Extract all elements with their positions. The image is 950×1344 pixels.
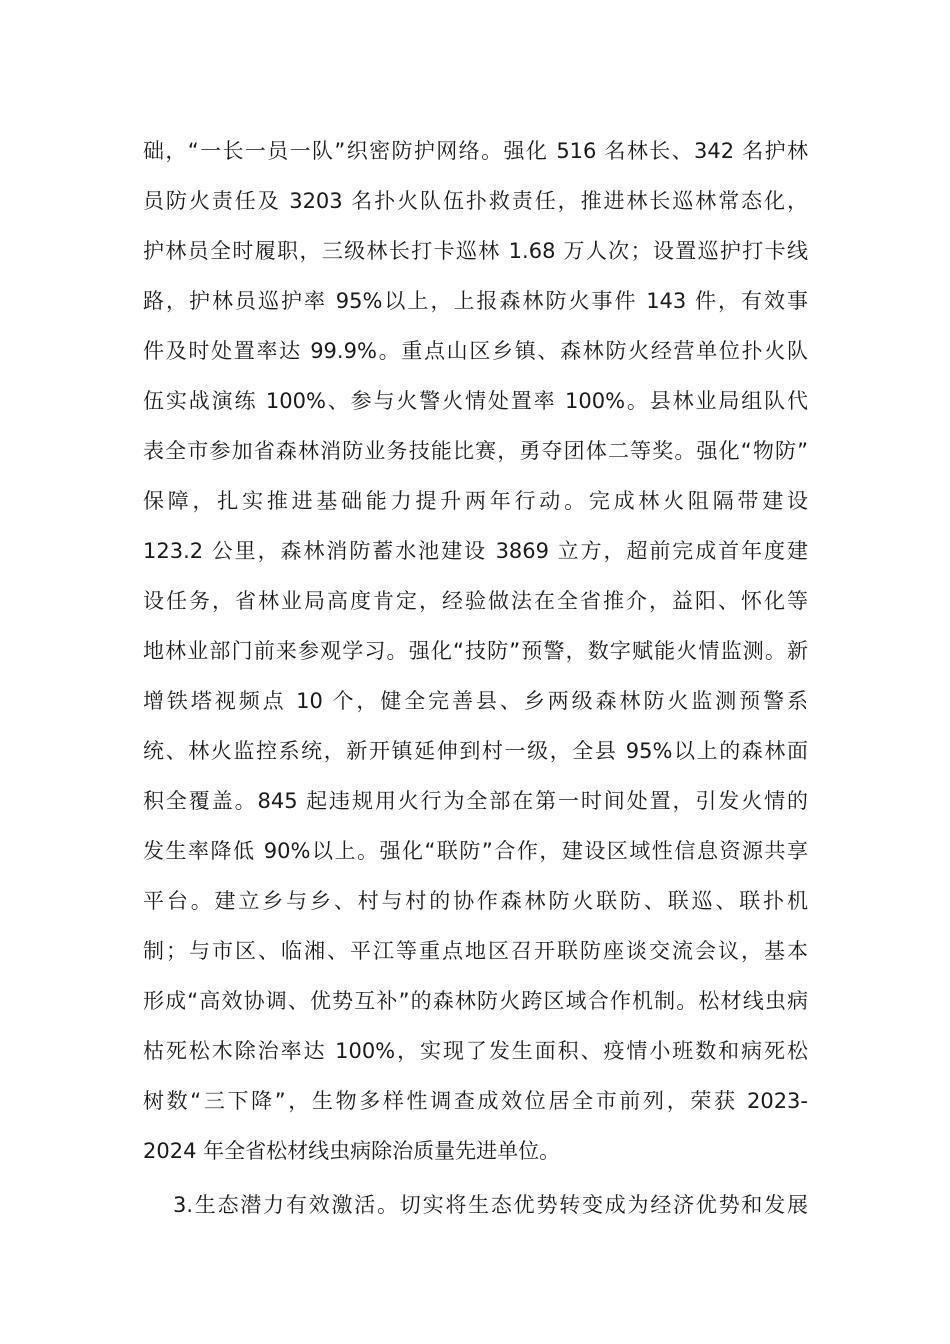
text-line: 123.2 公里，森林消防蓄水池建设 3869 立方，超前完成首年度建 <box>143 539 808 563</box>
text-line: 形成“高效协调、优势互补”的森林防火跨区域合作机制。松材线虫病 <box>143 989 808 1013</box>
paragraph-forest-fire-prevention <box>143 128 808 1178</box>
paragraph-ecological-potential <box>143 1182 808 1232</box>
text-line: 件及时处置率达 99.9%。重点山区乡镇、森林防火经营单位扑火队 <box>143 339 808 363</box>
text-line: 平台。建立乡与乡、村与村的协作森林防火联防、联巡、联扑机 <box>143 889 808 913</box>
text-line: 统、林火监控系统，新开镇延伸到村一级，全县 95%以上的森林面 <box>143 739 808 763</box>
text-line: 增铁塔视频点 10 个，健全完善县、乡两级森林防火监测预警系 <box>143 689 808 713</box>
text-line: 护林员全时履职，三级林长打卡巡林 1.68 万人次；设置巡护打卡线 <box>143 239 808 263</box>
text-line: 表全市参加省森林消防业务技能比赛，勇夺团体二等奖。强化“物防” <box>143 439 808 463</box>
text-line: 路，护林员巡护率 95%以上，上报森林防火事件 143 件，有效事 <box>143 289 808 313</box>
text-line: 地林业部门前来参观学习。强化“技防”预警，数字赋能火情监测。新 <box>143 639 808 663</box>
text-line: 础，“一长一员一队”织密防护网络。强化 516 名林长、342 名护林 <box>143 139 808 163</box>
text-line: 伍实战演练 100%、参与火警火情处置率 100%。县林业局组队代 <box>143 389 808 413</box>
body-text <box>143 128 808 1232</box>
text-line: 2024 年全省松材线虫病除治质量先进单位。 <box>143 1139 561 1163</box>
text-line: 员防火责任及 3203 名扑火队伍扑救责任，推进林长巡林常态化， <box>143 189 808 213</box>
text-line: 保障，扎实推进基础能力提升两年行动。完成林火阻隔带建设 <box>143 489 808 513</box>
text-line: 树数“三下降”，生物多样性调查成效位居全市前列，荣获 2023- <box>143 1089 808 1113</box>
text-line: 发生率降低 90%以上。强化“联防”合作，建设区域性信息资源共享 <box>143 839 808 863</box>
text-line: 积全覆盖。845 起违规用火行为全部在第一时间处置，引发火情的 <box>143 789 808 813</box>
text-line: 设任务，省林业局高度肯定，经验做法在全省推介，益阳、怀化等 <box>143 589 808 613</box>
text-line: 枯死松木除治率达 100%，实现了发生面积、疫情小班数和病死松 <box>143 1039 808 1063</box>
text-line: 制；与市区、临湘、平江等重点地区召开联防座谈交流会议，基本 <box>143 939 808 963</box>
text-line: 3.生态潜力有效激活。切实将生态优势转变成为经济优势和发展 <box>173 1193 808 1217</box>
